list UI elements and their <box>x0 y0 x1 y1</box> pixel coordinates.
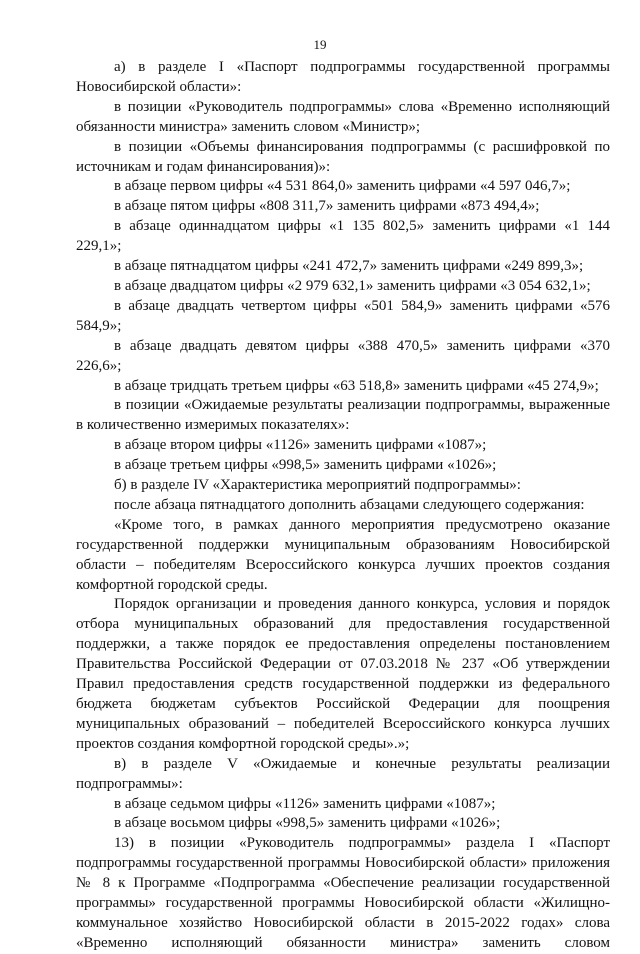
paragraph: б) в разделе IV «Характеристика мероприятий подпрограммы»: <box>114 477 521 494</box>
paragraph: в абзаце пятнадцатом цифры «241 472,7» заменить цифрами «249 899,3»; <box>114 258 584 275</box>
paragraph: в абзаце третьем цифры «998,5» заменить цифрами «1026»; <box>114 457 497 474</box>
paragraph: «Кроме того, в рамках данного мероприятия предусмотрено оказание государственной поддержки муниципальным образованиям Новосибирской области – победителям Всероссийского конкурса лучших проектов создания комфортной городской среды. <box>76 516 610 593</box>
paragraph: в абзаце одиннадцатом цифры «1 135 802,5» заменить цифрами «1 144 229,1»; <box>76 218 610 255</box>
page-number: 19 <box>313 37 327 52</box>
paragraph: в абзаце первом цифры «4 531 864,0» заменить цифрами «4 597 046,7»; <box>114 178 571 195</box>
paragraph: в абзаце втором цифры «1126» заменить цифрами «1087»; <box>114 437 487 454</box>
paragraph: 13) в позиции «Руководитель подпрограммы» раздела I «Паспорт подпрограммы государственной программы Новосибирской области» приложения № 8 к Программе «Подпрограмма «Обеспечение реализации государственной программы» государственной программы Новосибирской области «Жилищно-коммунальное хозяйство Новосибирской области в 2015-2022 годах» слова «Временно исполняющий обязанности министра» заменить словом <box>76 835 610 951</box>
paragraph: в абзаце двадцать четвертом цифры «501 584,9» заменить цифрами «576 584,9»; <box>76 297 610 334</box>
document-body <box>76 58 610 954</box>
paragraph: в абзаце восьмом цифры «998,5» заменить цифрами «1026»; <box>114 815 501 832</box>
paragraph: в абзаце седьмом цифры «1126» заменить цифрами «1087»; <box>114 795 496 812</box>
paragraph: а) в разделе I «Паспорт подпрограммы государственной программы Новосибирской области»: <box>76 59 610 95</box>
paragraph: в позиции «Ожидаемые результаты реализации подпрограммы, выраженные в количественно измеримых показателях»: <box>76 397 610 434</box>
paragraph: Порядок организации и проведения данного конкурса, условия и порядок отбора муниципальных образований для предоставления государственной поддержки, а также порядок ее предоставления определены постановлением Правительства Российской Федерации от 07.03.2018 № 237 «Об утверждении Правил предоставления средств государственной поддержки из федерального бюджета бюджетам субъектов Российской Федерации для поощрения муниципальных образований – победителей Всероссийского конкурса лучших проектов создания комфортной городской среды».»; <box>76 596 610 752</box>
paragraph: после абзаца пятнадцатого дополнить абзацами следующего содержания: <box>114 496 585 513</box>
paragraph: в абзаце двадцать девятом цифры «388 470,5» заменить цифрами «370 226,6»; <box>76 337 610 374</box>
paragraph: в абзаце пятом цифры «808 311,7» заменить цифрами «873 494,4»; <box>114 198 540 215</box>
paragraph: в позиции «Руководитель подпрограммы» слова «Временно исполняющий обязанности министра» заменить словом «Министр»; <box>76 98 610 135</box>
paragraph: в абзаце тридцать третьем цифры «63 518,8» заменить цифрами «45 274,9»; <box>114 377 599 394</box>
paragraph: в) в разделе V «Ожидаемые и конечные результаты реализации подпрограммы»: <box>76 755 610 792</box>
paragraph: в абзаце двадцатом цифры «2 979 632,1» заменить цифрами «3 054 632,1»; <box>114 277 591 294</box>
paragraph: в позиции «Объемы финансирования подпрограммы (с расшифровкой по источникам и годам финансирования)»: <box>76 138 610 175</box>
